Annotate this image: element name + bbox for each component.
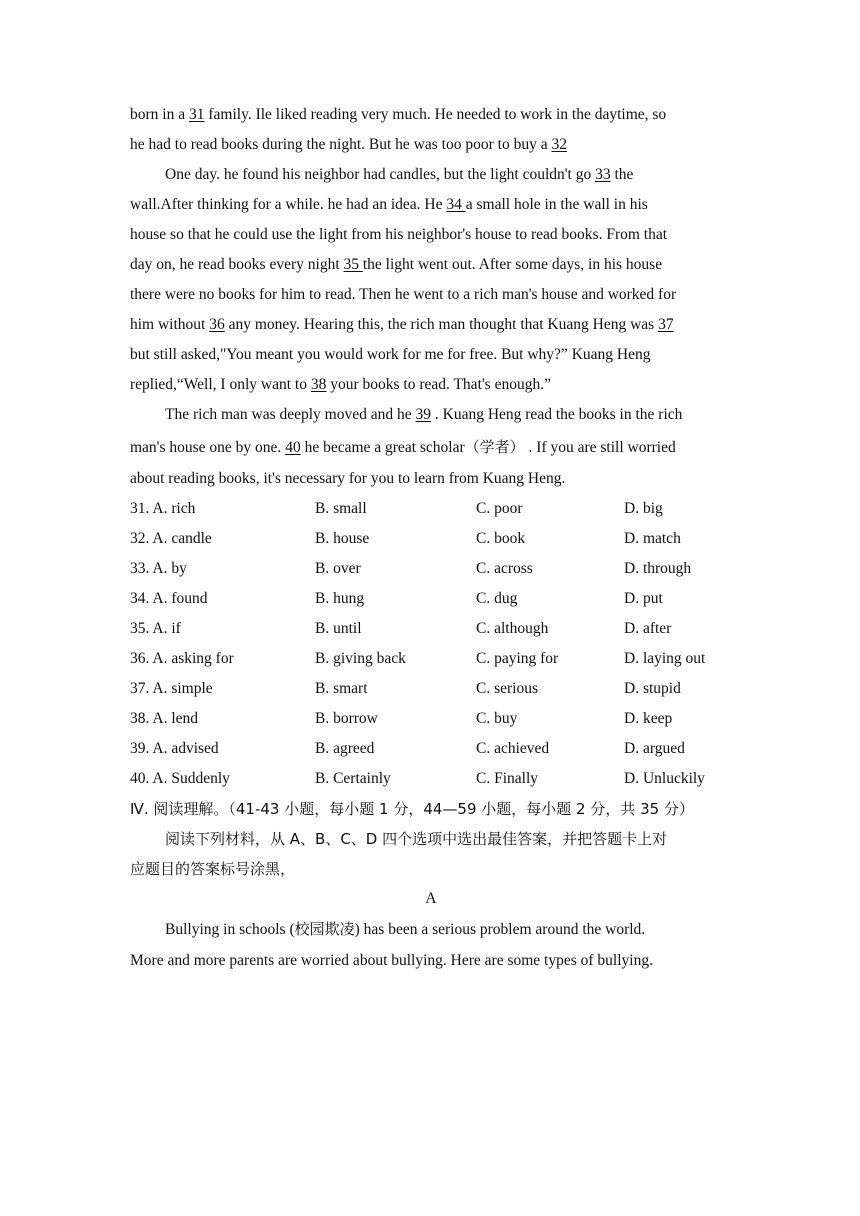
text: family. Ile liked reading very much. He needed to work in the daytime, so [204,106,667,123]
text-line [130,100,732,130]
option-c: C. across [476,560,533,577]
option-c: C. poor [476,500,523,517]
question-row [130,584,732,614]
text-line [130,310,732,340]
text: One day. he found his neighbor had candles, but the light couldn't go [165,166,596,183]
blank-40: 40 [285,439,301,456]
text: day on, he read books every night [130,256,344,273]
option-c: C. achieved [476,740,550,757]
option-a: 39. A. advised [130,740,219,757]
chinese-gloss: 校园欺凌 [294,920,355,938]
text: he had to read books during the night. But he was too poor to buy a [130,136,552,153]
option-d: D. after [624,620,672,637]
text: your books to read. That's enough.” [326,376,551,393]
text-line [130,190,732,220]
option-c: C. although [476,620,549,637]
text-line: More and more parents are worried about bullying. Here are some types of bullying. [130,952,653,969]
option-c: C. book [476,530,526,547]
option-a: 32. A. candle [130,530,212,547]
text: wall.After thinking for a while. he had an idea. He [130,196,447,213]
option-c: C. buy [476,710,518,727]
text-line: but still asked,"You meant you would work for me for free. But why?” Kuang Heng [130,346,651,363]
option-c: C. Finally [476,770,539,787]
text: born in a [130,106,189,123]
option-a: 36. A. asking for [130,650,234,667]
text: replied,“Well, I only want to [130,376,311,393]
question-row [130,644,732,674]
question-options-list [130,494,732,794]
question-row [130,494,732,524]
passage-paragraph-1 [130,100,732,160]
option-b: B. over [315,560,361,577]
option-d: D. match [624,530,681,547]
blank-36: 36 [209,316,225,333]
option-d: D. big [624,500,663,517]
option-d: D. laying out [624,650,706,667]
option-b: B. small [315,500,367,517]
text-line [130,250,732,280]
text: ) has been a serious problem around the world. [354,921,646,938]
option-c: C. paying for [476,650,559,667]
option-a: 35. A. if [130,620,181,637]
text-line: there were no books for him to read. Then he went to a rich man's house and worked for [130,286,677,303]
text: the light went out. After some days, in his house [362,256,663,273]
option-d: D. put [624,590,663,607]
blank-34: 34 [446,196,466,213]
instruction-line: 阅读下列材料，从 A、B、C、D 四个选项中选出最佳答案，并把答题卡上对 [165,830,668,848]
blank-37: 37 [658,316,674,333]
option-d: D. keep [624,710,673,727]
question-row [130,614,732,644]
text-line [130,130,732,160]
question-row [130,554,732,584]
text-line [130,370,732,400]
text-line [130,430,732,464]
text: the [610,166,634,183]
section-heading: Ⅳ. 阅读理解。（41-43 小题，每小题 1 分，44—59 小题，每小题 2 分，共 35 分） [130,800,694,818]
text-line [130,400,732,430]
option-a: 33. A. by [130,560,187,577]
option-d: D. stupid [624,680,681,697]
section-4 [130,794,732,978]
option-d: D. Unluckily [624,770,705,787]
option-b: B. borrow [315,710,378,727]
option-b: B. Certainly [315,770,391,787]
text: any money. Hearing this, the rich man thought that Kuang Heng was [224,316,659,333]
option-a: 34. A. found [130,590,208,607]
option-b: B. giving back [315,650,406,667]
text-line: about reading books, it's necessary for you to learn from Kuang Heng. [130,470,566,487]
chinese-gloss: （学者） [464,438,525,456]
text: he became a great scholar [300,439,465,456]
instruction-line: 应题目的答案标号涂黑， [130,860,296,878]
option-a: 37. A. simple [130,680,213,697]
option-b: B. until [315,620,362,637]
option-a: 31. A. rich [130,500,196,517]
text-line [130,914,732,944]
passage-paragraph-3 [130,400,732,494]
option-b: B. smart [315,680,368,697]
text: . If you are still worried [524,439,676,456]
blank-31: 31 [188,106,205,123]
text: . Kuang Heng read the books in the rich [431,406,683,423]
text: Bullying in schools ( [165,921,295,938]
blank-33: 33 [595,166,611,183]
blank-32: 32 [551,136,567,153]
option-b: B. house [315,530,370,547]
text: a small hole in the wall in his [465,196,648,213]
blank-35: 35 [343,256,363,273]
blank-38: 38 [310,376,327,393]
option-b: B. hung [315,590,365,607]
option-c: C. serious [476,680,538,697]
option-d: D. through [624,560,692,577]
option-a: 40. A. Suddenly [130,770,230,787]
question-row [130,674,732,704]
text: The rich man was deeply moved and he [165,406,416,423]
option-b: B. agreed [315,740,375,757]
exam-page [130,100,732,978]
blank-39: 39 [415,406,431,423]
passage-paragraph-2 [130,160,732,400]
question-row [130,734,732,764]
part-label: A [425,890,437,907]
question-row [130,704,732,734]
text: man's house one by one. [130,439,286,456]
option-c: C. dug [476,590,518,607]
option-a: 38. A. lend [130,710,199,727]
text: him without [130,316,210,333]
text-line [130,160,732,190]
question-row [130,524,732,554]
text-line: house so that he could use the light from his neighbor's house to read books. From that [130,226,668,243]
option-d: D. argued [624,740,685,757]
question-row [130,764,732,794]
